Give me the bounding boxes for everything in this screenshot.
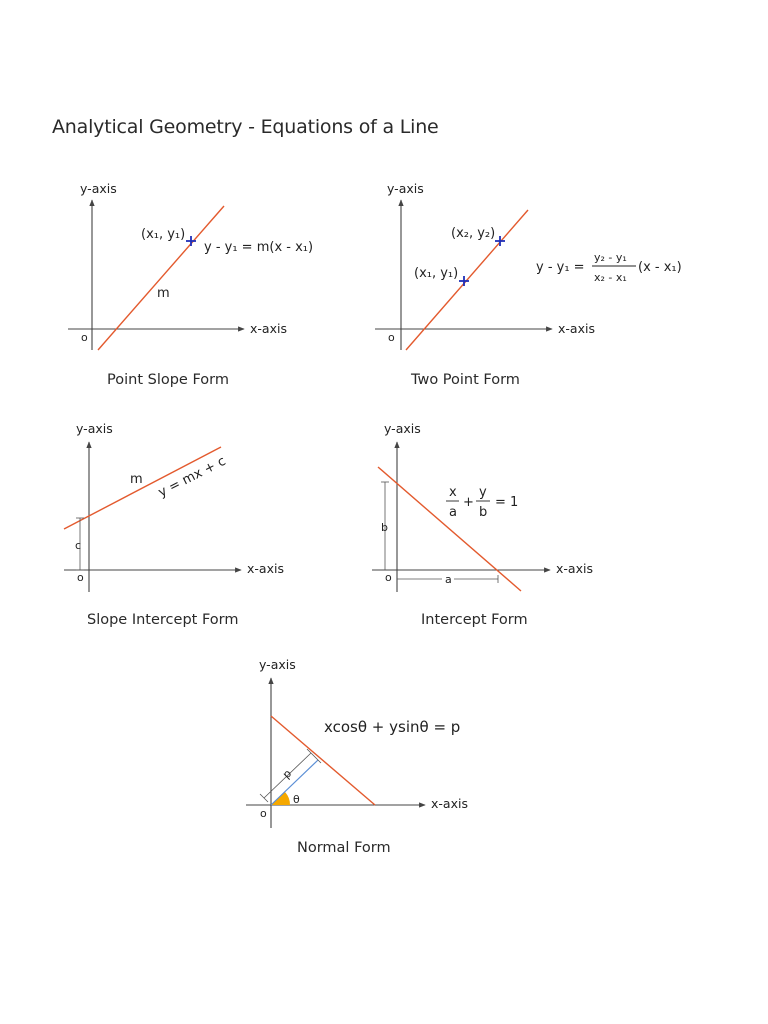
origin-label: o (260, 807, 267, 820)
point-label: (x₁, y₁) (141, 227, 186, 242)
point1-label: (x₁, y₁) (414, 266, 459, 281)
y-axis-label: y-axis (384, 421, 421, 436)
fraction1-numerator: x (449, 485, 457, 500)
x-axis-label: x-axis (250, 321, 287, 336)
fraction2-numerator: y (479, 485, 487, 500)
p-label: p (280, 766, 295, 782)
equation-lhs: y - y₁ = (536, 260, 585, 275)
equation: y - y₁ = m(x - x₁) (204, 240, 314, 255)
equation-rhs: (x - x₁) (638, 260, 682, 275)
equation: y = mx + c (156, 453, 229, 501)
intercept-diagram (372, 421, 593, 628)
equation: xcosθ + ysinθ = p (324, 718, 461, 736)
x-axis-label: x-axis (247, 561, 284, 576)
two-point-diagram (375, 181, 682, 388)
slope-label: m (130, 472, 143, 487)
y-axis-label: y-axis (259, 657, 296, 672)
origin-label: o (385, 571, 392, 584)
page-title: Analytical Geometry - Equations of a Line (52, 116, 439, 138)
intercept-label: c (75, 539, 82, 552)
point-marker (186, 236, 196, 246)
y-axis-label: y-axis (387, 181, 424, 196)
equation (446, 485, 518, 520)
point-slope-diagram (68, 181, 313, 388)
y-axis-label: y-axis (80, 181, 117, 196)
normal-form-diagram (246, 657, 468, 856)
equation-denominator: x₂ - x₁ (594, 271, 627, 284)
equation-numerator: y₂ - y₁ (594, 251, 627, 264)
slope-label: m (157, 286, 170, 301)
point2-label: (x₂, y₂) (451, 226, 496, 241)
x-axis-label: x-axis (558, 321, 595, 336)
b-label: b (381, 521, 388, 534)
caption: Intercept Form (421, 612, 528, 628)
caption: Two Point Form (411, 372, 520, 388)
origin-label: o (81, 331, 88, 344)
slope-intercept-diagram (64, 421, 284, 628)
fraction1-denominator: a (449, 505, 457, 520)
caption: Point Slope Form (107, 372, 229, 388)
equation-rhs: = 1 (495, 495, 519, 510)
y-axis-label: y-axis (76, 421, 113, 436)
line (64, 447, 221, 529)
equation (536, 251, 682, 284)
caption: Slope Intercept Form (87, 612, 239, 628)
plus-sign: + (463, 495, 474, 510)
x-axis-label: x-axis (556, 561, 593, 576)
a-label: a (445, 573, 452, 586)
origin-label: o (77, 571, 84, 584)
point1-marker (459, 276, 469, 286)
theta-label: θ (293, 793, 300, 806)
caption: Normal Form (297, 840, 391, 856)
fraction2-denominator: b (479, 505, 488, 520)
origin-label: o (388, 331, 395, 344)
x-axis-label: x-axis (431, 796, 468, 811)
